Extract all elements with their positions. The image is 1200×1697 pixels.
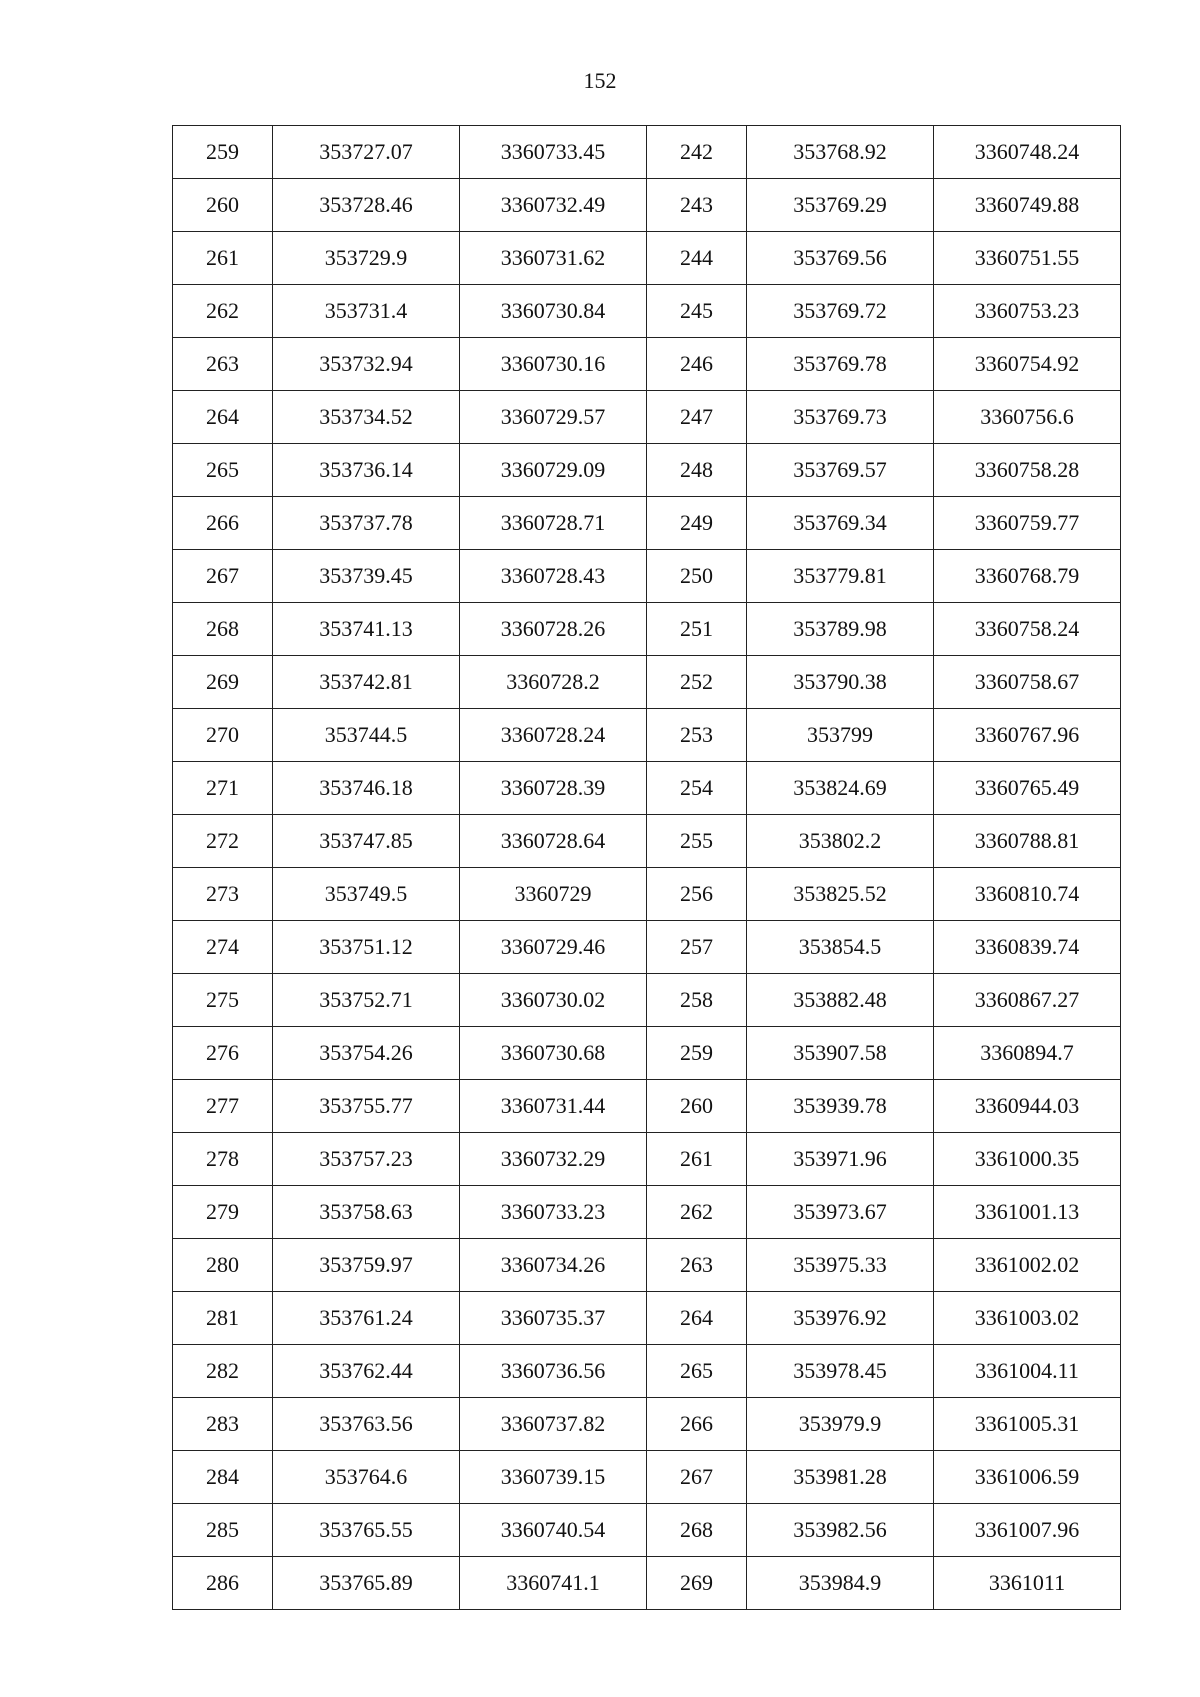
cell-y-left: 3360737.82 (460, 1398, 647, 1451)
cell-x-right: 353939.78 (747, 1080, 934, 1133)
cell-y-left: 3360728.64 (460, 815, 647, 868)
cell-point-id-left: 261 (173, 232, 273, 285)
cell-x-left: 353758.63 (273, 1186, 460, 1239)
cell-y-right: 3360748.24 (934, 126, 1121, 179)
cell-x-right: 353824.69 (747, 762, 934, 815)
table-row (173, 1557, 1121, 1610)
cell-point-id-left: 266 (173, 497, 273, 550)
cell-point-id-left: 262 (173, 285, 273, 338)
cell-x-left: 353765.89 (273, 1557, 460, 1610)
cell-y-left: 3360728.26 (460, 603, 647, 656)
cell-point-id-left: 267 (173, 550, 273, 603)
cell-x-left: 353765.55 (273, 1504, 460, 1557)
cell-y-left: 3360730.02 (460, 974, 647, 1027)
table-row (173, 1239, 1121, 1292)
cell-x-right: 353769.78 (747, 338, 934, 391)
cell-y-right: 3361006.59 (934, 1451, 1121, 1504)
cell-x-right: 353768.92 (747, 126, 934, 179)
cell-x-right: 353981.28 (747, 1451, 934, 1504)
cell-point-id-right: 244 (647, 232, 747, 285)
table-row (173, 815, 1121, 868)
cell-y-left: 3360731.62 (460, 232, 647, 285)
cell-x-left: 353749.5 (273, 868, 460, 921)
cell-x-right: 353790.38 (747, 656, 934, 709)
cell-y-left: 3360730.84 (460, 285, 647, 338)
cell-x-right: 353854.5 (747, 921, 934, 974)
cell-y-left: 3360740.54 (460, 1504, 647, 1557)
cell-x-right: 353802.2 (747, 815, 934, 868)
cell-y-right: 3360894.7 (934, 1027, 1121, 1080)
cell-x-left: 353729.9 (273, 232, 460, 285)
table-row (173, 709, 1121, 762)
cell-x-right: 353769.72 (747, 285, 934, 338)
cell-y-right: 3360756.6 (934, 391, 1121, 444)
table-row (173, 179, 1121, 232)
table-row (173, 126, 1121, 179)
cell-point-id-right: 245 (647, 285, 747, 338)
cell-point-id-left: 281 (173, 1292, 273, 1345)
cell-x-left: 353746.18 (273, 762, 460, 815)
table-row (173, 868, 1121, 921)
cell-point-id-right: 261 (647, 1133, 747, 1186)
cell-point-id-left: 276 (173, 1027, 273, 1080)
cell-point-id-right: 253 (647, 709, 747, 762)
cell-y-right: 3360765.49 (934, 762, 1121, 815)
cell-x-right: 353825.52 (747, 868, 934, 921)
cell-point-id-left: 271 (173, 762, 273, 815)
cell-y-right: 3360759.77 (934, 497, 1121, 550)
cell-point-id-right: 264 (647, 1292, 747, 1345)
cell-x-right: 353976.92 (747, 1292, 934, 1345)
cell-point-id-right: 257 (647, 921, 747, 974)
cell-x-left: 353759.97 (273, 1239, 460, 1292)
cell-point-id-left: 285 (173, 1504, 273, 1557)
table-row (173, 444, 1121, 497)
cell-y-left: 3360732.49 (460, 179, 647, 232)
cell-point-id-right: 247 (647, 391, 747, 444)
cell-x-right: 353979.9 (747, 1398, 934, 1451)
cell-y-left: 3360728.43 (460, 550, 647, 603)
cell-y-right: 3360758.24 (934, 603, 1121, 656)
table-row (173, 1451, 1121, 1504)
cell-y-right: 3360754.92 (934, 338, 1121, 391)
cell-y-left: 3360728.39 (460, 762, 647, 815)
table-row (173, 1345, 1121, 1398)
cell-y-left: 3360733.23 (460, 1186, 647, 1239)
cell-point-id-right: 246 (647, 338, 747, 391)
cell-y-right: 3360758.67 (934, 656, 1121, 709)
cell-y-left: 3360730.16 (460, 338, 647, 391)
cell-point-id-right: 258 (647, 974, 747, 1027)
cell-point-id-left: 269 (173, 656, 273, 709)
cell-point-id-right: 265 (647, 1345, 747, 1398)
cell-point-id-left: 270 (173, 709, 273, 762)
cell-x-left: 353728.46 (273, 179, 460, 232)
cell-x-left: 353763.56 (273, 1398, 460, 1451)
cell-point-id-left: 282 (173, 1345, 273, 1398)
cell-point-id-right: 248 (647, 444, 747, 497)
cell-point-id-left: 279 (173, 1186, 273, 1239)
cell-x-left: 353737.78 (273, 497, 460, 550)
cell-x-right: 353978.45 (747, 1345, 934, 1398)
cell-x-left: 353739.45 (273, 550, 460, 603)
cell-y-right: 3360767.96 (934, 709, 1121, 762)
cell-x-left: 353755.77 (273, 1080, 460, 1133)
cell-y-left: 3360728.24 (460, 709, 647, 762)
cell-x-left: 353761.24 (273, 1292, 460, 1345)
cell-point-id-right: 256 (647, 868, 747, 921)
cell-point-id-left: 268 (173, 603, 273, 656)
cell-point-id-right: 259 (647, 1027, 747, 1080)
table-row (173, 921, 1121, 974)
cell-y-left: 3360736.56 (460, 1345, 647, 1398)
cell-point-id-left: 275 (173, 974, 273, 1027)
cell-point-id-left: 263 (173, 338, 273, 391)
cell-x-right: 353984.9 (747, 1557, 934, 1610)
cell-point-id-left: 280 (173, 1239, 273, 1292)
table-row (173, 1080, 1121, 1133)
cell-point-id-right: 249 (647, 497, 747, 550)
cell-point-id-right: 251 (647, 603, 747, 656)
table-row (173, 232, 1121, 285)
cell-y-right: 3360749.88 (934, 179, 1121, 232)
cell-x-left: 353727.07 (273, 126, 460, 179)
cell-y-right: 3361005.31 (934, 1398, 1121, 1451)
cell-y-right: 3360867.27 (934, 974, 1121, 1027)
cell-x-right: 353769.34 (747, 497, 934, 550)
cell-point-id-right: 252 (647, 656, 747, 709)
cell-point-id-left: 278 (173, 1133, 273, 1186)
cell-y-right: 3361001.13 (934, 1186, 1121, 1239)
cell-x-left: 353731.4 (273, 285, 460, 338)
cell-y-right: 3360788.81 (934, 815, 1121, 868)
cell-x-right: 353975.33 (747, 1239, 934, 1292)
cell-y-left: 3360728.2 (460, 656, 647, 709)
cell-x-right: 353982.56 (747, 1504, 934, 1557)
cell-y-right: 3361000.35 (934, 1133, 1121, 1186)
cell-y-left: 3360729.09 (460, 444, 647, 497)
cell-y-right: 3360753.23 (934, 285, 1121, 338)
cell-x-left: 353747.85 (273, 815, 460, 868)
cell-y-right: 3360751.55 (934, 232, 1121, 285)
cell-x-right: 353769.56 (747, 232, 934, 285)
cell-y-left: 3360734.26 (460, 1239, 647, 1292)
cell-x-right: 353971.96 (747, 1133, 934, 1186)
cell-point-id-left: 286 (173, 1557, 273, 1610)
cell-y-left: 3360728.71 (460, 497, 647, 550)
cell-point-id-left: 283 (173, 1398, 273, 1451)
cell-y-left: 3360729.57 (460, 391, 647, 444)
cell-x-right: 353769.57 (747, 444, 934, 497)
cell-point-id-left: 260 (173, 179, 273, 232)
table-row (173, 1504, 1121, 1557)
table-row (173, 1027, 1121, 1080)
cell-x-right: 353907.58 (747, 1027, 934, 1080)
cell-point-id-left: 264 (173, 391, 273, 444)
cell-x-right: 353789.98 (747, 603, 934, 656)
page-number: 152 (583, 68, 617, 93)
cell-y-right: 3361003.02 (934, 1292, 1121, 1345)
cell-point-id-left: 274 (173, 921, 273, 974)
cell-y-right: 3360944.03 (934, 1080, 1121, 1133)
cell-x-left: 353764.6 (273, 1451, 460, 1504)
cell-point-id-left: 284 (173, 1451, 273, 1504)
table-row (173, 285, 1121, 338)
cell-y-right: 3361007.96 (934, 1504, 1121, 1557)
table-row (173, 762, 1121, 815)
cell-x-right: 353882.48 (747, 974, 934, 1027)
cell-point-id-right: 269 (647, 1557, 747, 1610)
cell-x-left: 353744.5 (273, 709, 460, 762)
cell-x-right: 353973.67 (747, 1186, 934, 1239)
cell-y-left: 3360733.45 (460, 126, 647, 179)
cell-x-right: 353779.81 (747, 550, 934, 603)
cell-y-right: 3361004.11 (934, 1345, 1121, 1398)
cell-point-id-left: 273 (173, 868, 273, 921)
cell-x-left: 353736.14 (273, 444, 460, 497)
cell-y-left: 3360730.68 (460, 1027, 647, 1080)
table-row (173, 1292, 1121, 1345)
cell-x-right: 353799 (747, 709, 934, 762)
cell-y-right: 3360768.79 (934, 550, 1121, 603)
cell-x-left: 353741.13 (273, 603, 460, 656)
cell-point-id-right: 243 (647, 179, 747, 232)
cell-y-right: 3360758.28 (934, 444, 1121, 497)
cell-y-left: 3360741.1 (460, 1557, 647, 1610)
cell-y-left: 3360739.15 (460, 1451, 647, 1504)
cell-x-right: 353769.73 (747, 391, 934, 444)
cell-point-id-right: 255 (647, 815, 747, 868)
cell-point-id-left: 272 (173, 815, 273, 868)
cell-x-left: 353742.81 (273, 656, 460, 709)
cell-x-left: 353732.94 (273, 338, 460, 391)
cell-y-right: 3360810.74 (934, 868, 1121, 921)
coordinate-table (172, 125, 1121, 1610)
cell-y-right: 3360839.74 (934, 921, 1121, 974)
cell-x-left: 353752.71 (273, 974, 460, 1027)
cell-x-left: 353734.52 (273, 391, 460, 444)
table-row (173, 1186, 1121, 1239)
table-row (173, 550, 1121, 603)
cell-point-id-left: 265 (173, 444, 273, 497)
cell-point-id-right: 242 (647, 126, 747, 179)
cell-point-id-right: 254 (647, 762, 747, 815)
cell-point-id-right: 250 (647, 550, 747, 603)
cell-point-id-left: 277 (173, 1080, 273, 1133)
cell-point-id-left: 259 (173, 126, 273, 179)
cell-point-id-right: 262 (647, 1186, 747, 1239)
cell-y-right: 3361002.02 (934, 1239, 1121, 1292)
cell-y-right: 3361011 (934, 1557, 1121, 1610)
cell-y-left: 3360731.44 (460, 1080, 647, 1133)
table-row (173, 338, 1121, 391)
cell-x-left: 353751.12 (273, 921, 460, 974)
cell-y-left: 3360735.37 (460, 1292, 647, 1345)
cell-point-id-right: 266 (647, 1398, 747, 1451)
cell-x-left: 353754.26 (273, 1027, 460, 1080)
coordinate-table-body (173, 126, 1121, 1610)
table-row (173, 656, 1121, 709)
cell-x-left: 353762.44 (273, 1345, 460, 1398)
table-row (173, 1398, 1121, 1451)
table-row (173, 1133, 1121, 1186)
cell-point-id-right: 263 (647, 1239, 747, 1292)
cell-y-left: 3360729 (460, 868, 647, 921)
cell-point-id-right: 260 (647, 1080, 747, 1133)
cell-x-left: 353757.23 (273, 1133, 460, 1186)
table-row (173, 497, 1121, 550)
cell-x-right: 353769.29 (747, 179, 934, 232)
table-row (173, 391, 1121, 444)
table-row (173, 603, 1121, 656)
cell-y-left: 3360732.29 (460, 1133, 647, 1186)
cell-point-id-right: 268 (647, 1504, 747, 1557)
cell-y-left: 3360729.46 (460, 921, 647, 974)
cell-point-id-right: 267 (647, 1451, 747, 1504)
table-row (173, 974, 1121, 1027)
